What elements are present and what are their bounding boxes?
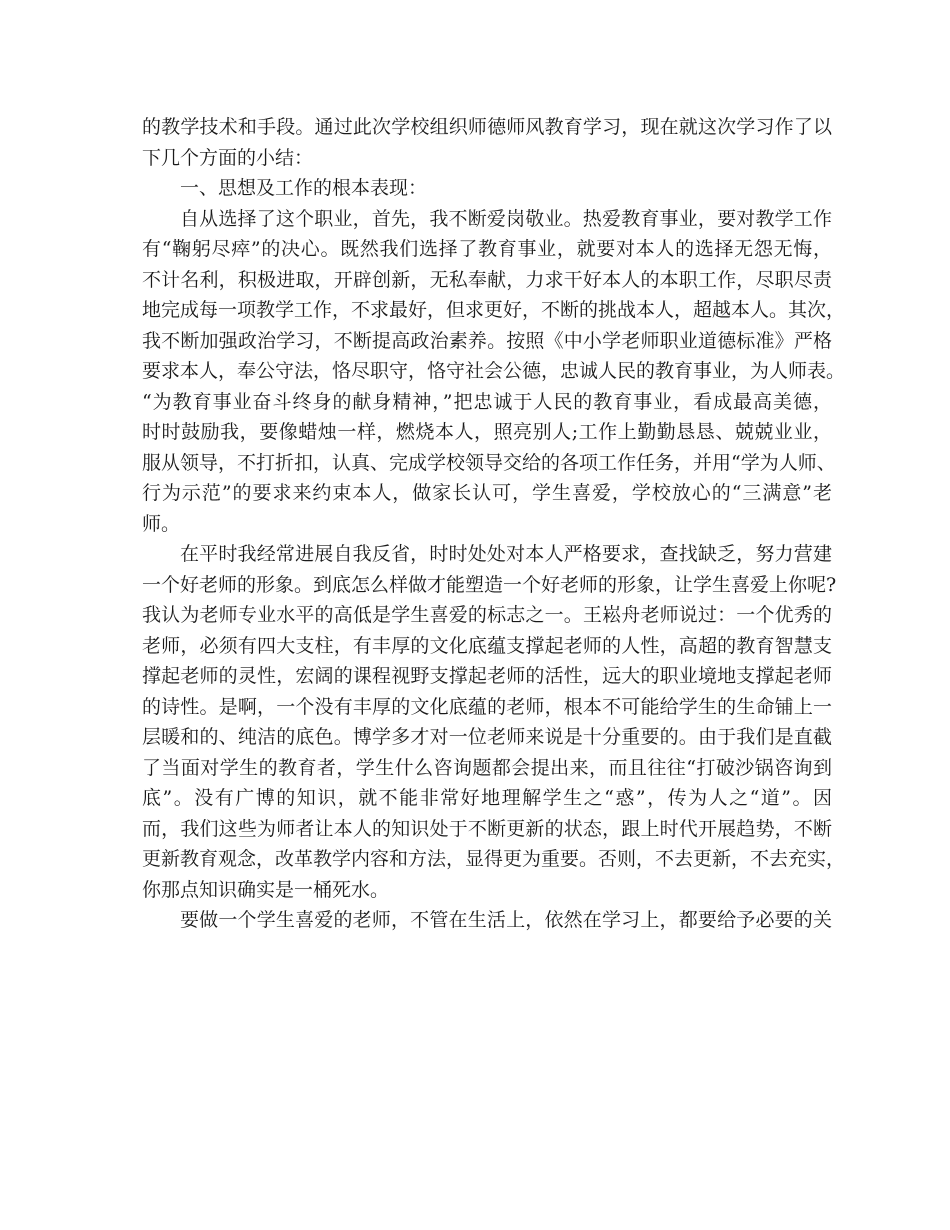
text-line: 更新教育观念，改革教学内容和方法，显得更为重要。否则，不去更新，不去充实， [142,848,846,870]
text-line: 时时鼓励我，要像蜡烛一样，燃烧本人，照亮别人;工作上勤勤恳恳、兢兢业业， [142,421,832,443]
text-line: 自从选择了这个职业，首先，我不断爱岗敬业。热爱教育事业，要对教学工作 [180,207,832,230]
text-line: 要做一个学生喜爱的老师，不管在生活上，依然在学习上，都要给予必要的关 [180,909,832,931]
text-line: 你那点知识确实是一桶死水。 [142,878,390,901]
text-line: 有“鞠躬尽瘁”的决心。既然我们选择了教育事业，就要对本人的选择无怨无悔， [142,238,832,260]
text-line: 师。 [142,512,181,535]
text-line: 要求本人，奉公守法，恪尽职守，恪守社会公德，忠诚人民的教育事业，为人师表。 [142,360,846,382]
text-line: 不计名利，积极进取，开辟创新，无私奉献，力求干好本人的本职工作，尽职尽责 [142,268,832,291]
text-line: 服从领导，不打折扣，认真、完成学校领导交给的各项工作任务，并用“学为人师、 [142,451,836,474]
text-line: 我认为老师专业水平的高低是学生喜爱的标志之一。王崧舟老师说过：一个优秀的 [142,604,832,626]
text-line: 在平时我经常进展自我反省，时时处处对本人严格要求，查找缺乏，努力营建 [180,543,832,565]
text-line: 了当面对学生的教育者，学生什么咨询题都会提出来，而且往往“打破沙锅咨询到 [142,756,832,779]
text-line: 一个好老师的形象。到底怎么样做才能塑造一个好老师的形象，让学生喜爱上你呢? [142,573,837,596]
text-line: 地完成每一项教学工作，不求最好，但求更好，不断的挑战本人，超越本人。其次， [142,299,846,321]
text-line: 底”。没有广博的知识，就不能非常好地理解学生之“惑”，传为人之“道”。因 [142,787,832,809]
text-line: 层暖和的、纯洁的底色。博学多才对一位老师来说是十分重要的。由于我们是直截 [142,726,832,748]
text-line: 撑起老师的灵性，宏阔的课程视野支撑起老师的活性，远大的职业境地支撑起老师 [142,665,832,687]
text-line: 的教学技术和手段。通过此次学校组织师德师风教育学习，现在就这次学习作了以 [142,116,832,138]
text-line: 我不断加强政治学习，不断提高政治素养。按照《中小学老师职业道德标准》严格 [142,329,832,352]
text-line: 的诗性。是啊，一个没有丰厚的文化底蕴的老师，根本不可能给学生的生命铺上一 [142,695,832,718]
text-line: 行为示范”的要求来约束本人，做家长认可，学生喜爱，学校放心的“三满意”老 [142,482,832,504]
text-line: 一、思想及工作的根本表现： [180,177,428,199]
text-line: 老师，必须有四大支柱，有丰厚的文化底蕴支撑起老师的人性，高超的教育智慧支 [142,634,832,657]
text-line: 而，我们这些为师者让本人的知识处于不断更新的状态，跟上时代开展趋势，不断 [142,817,832,840]
text-line: “为教育事业奋斗终身的献身精神，”把忠诚于人民的教育事业，看成最高美德， [142,390,832,413]
text-line: 下几个方面的小结： [142,146,314,169]
body-text [142,112,846,936]
